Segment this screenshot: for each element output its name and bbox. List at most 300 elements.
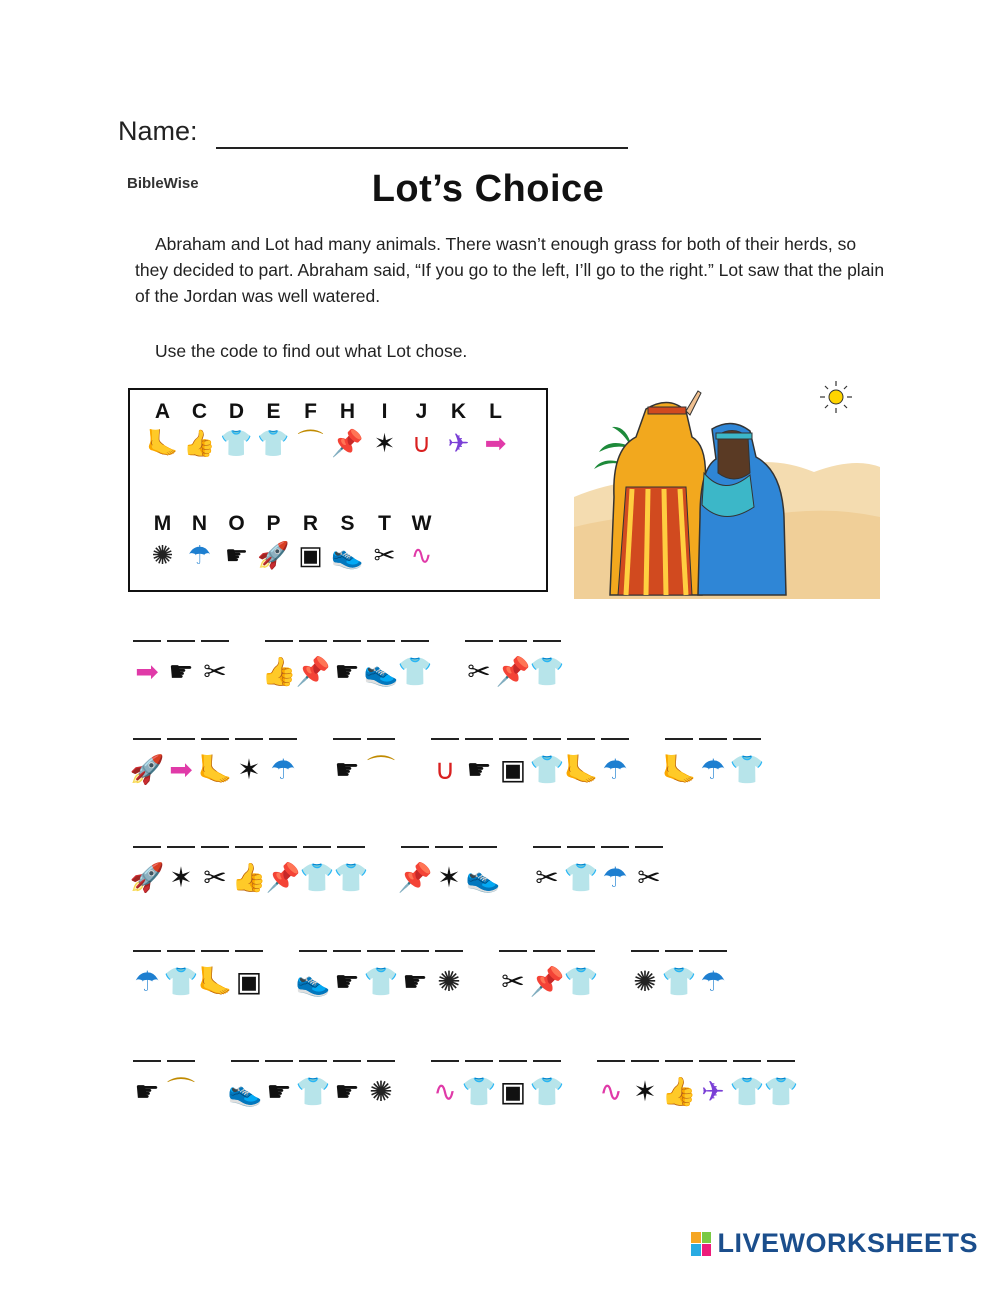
pointing-hand-icon: ☛ [334,754,360,785]
umbrella-icon: ☂ [602,754,628,785]
puzzle-slot [696,738,730,788]
green-shirt-icon: 👕 [729,754,765,785]
pointing-hand-icon: ☛ [224,540,249,570]
puzzle-slot [262,1060,296,1110]
puzzle-slot [564,738,598,788]
puzzle-word [330,738,398,788]
answer-blank[interactable] [465,640,493,642]
umbrella-icon: ☂ [700,966,726,997]
puzzle-slot [198,640,232,690]
pushpin-icon: 📌 [495,656,531,687]
puzzle-slot [300,846,334,896]
answer-blank[interactable] [201,846,229,848]
black-shirt-icon: 👕 [563,966,599,997]
picture-frame-icon: ▣ [235,966,263,997]
answer-blank[interactable] [465,1060,493,1062]
puzzle-slot [330,950,364,1000]
pointing-hand-icon: ☛ [402,966,428,997]
puzzle-slot [462,640,496,690]
answer-blank[interactable] [231,1060,259,1062]
spiderweb-icon: ✺ [437,966,461,997]
puzzle-slot [598,738,632,788]
story-paragraph: Abraham and Lot had many animals. There wasn’t enough grass for both of their herds, so they decided to part. Abraham said, “If you go to the left, I’ll go to the right.” Lot saw that the plain of the Jordan was well watered. [135,234,885,306]
scissors-icon: ✂ [637,862,661,893]
black-shirt-icon: 👕 [729,1076,765,1107]
answer-blank[interactable] [567,846,595,848]
code-key-letter: A [154,400,171,423]
answer-blank[interactable] [533,950,561,952]
answer-blank[interactable] [465,738,493,740]
black-shirt-icon: 👕 [397,656,433,687]
answer-blank[interactable] [699,1060,727,1062]
puzzle-row [130,950,730,1000]
puzzle-slot [130,950,164,1000]
puzzle-slot [198,950,232,1000]
puzzle-word [462,640,564,690]
black-shirt-icon: 👕 [299,862,335,893]
wing-icon: ⌒ [366,754,395,785]
scissors-icon: ✂ [203,656,227,687]
code-key-letter: I [381,400,388,423]
answer-blank[interactable] [201,738,229,740]
code-key-letter: M [153,512,172,535]
magnet-icon: ∪ [434,754,456,785]
puzzle-slot [296,1060,330,1110]
code-key-letter: N [191,512,208,535]
spiderweb-icon: ✺ [151,540,174,570]
foot-icon: 🦶 [197,966,233,997]
answer-blank[interactable] [499,950,527,952]
code-key-cell [181,398,218,460]
scissors-icon: ✂ [203,862,227,893]
pointing-hand-icon: ☛ [334,1076,360,1107]
puzzle-slot [296,950,330,1000]
rocket-icon: 🚀 [257,540,290,570]
thumbs-up-icon: 👍 [231,862,267,893]
pushpin-icon: 📌 [331,428,364,458]
answer-blank[interactable] [533,1060,561,1062]
puzzle-word [130,950,266,1000]
green-shirt-icon: 👕 [333,862,369,893]
answer-blank[interactable] [567,950,595,952]
puzzle-word [296,950,466,1000]
pointing-hand-icon: ☛ [168,656,194,687]
puzzle-slot [598,846,632,896]
answer-blank[interactable] [401,950,429,952]
code-key-letter: R [302,512,319,535]
abraham-and-lot-illustration [574,377,880,599]
answer-blank[interactable] [299,640,327,642]
black-shirt-icon: 👕 [563,862,599,893]
pushpin-icon: 📌 [397,862,433,893]
scissors-icon: ✂ [501,966,525,997]
answer-blank[interactable] [235,950,263,952]
pushpin-icon: 📌 [295,656,331,687]
star-icon: ✶ [633,1076,657,1107]
puzzle-word [262,640,432,690]
puzzle-slot [530,640,564,690]
puzzle-slot [428,1060,462,1110]
code-key-cell [255,510,292,572]
puzzle-slot [334,846,368,896]
answer-blank[interactable] [299,1060,327,1062]
wave-icon: ∿ [599,1076,623,1107]
answer-blank[interactable] [499,640,527,642]
puzzle-slot [764,1060,798,1110]
puzzle-slot [262,640,296,690]
answer-blank[interactable] [367,1060,395,1062]
answer-blank[interactable] [235,738,263,740]
puzzle-slot [428,738,462,788]
answer-blank[interactable] [601,738,629,740]
puzzle-slot [462,738,496,788]
answer-blank[interactable] [269,738,297,740]
code-key-letter: H [339,400,356,423]
puzzle-slot [398,950,432,1000]
black-shirt-icon: 👕 [661,966,697,997]
code-key-letter: D [228,400,245,423]
star-icon: ✶ [437,862,461,893]
code-key-cell [144,398,181,460]
answer-blank[interactable] [167,846,195,848]
answer-blank[interactable] [133,1060,161,1062]
code-key-cell [144,510,181,572]
puzzle-slot [198,738,232,788]
answer-blank[interactable] [303,846,331,848]
puzzle-word [228,1060,398,1110]
code-key-letter: P [266,512,281,535]
answer-blank[interactable] [401,846,429,848]
puzzle-slot [662,950,696,1000]
answer-blank[interactable] [499,1060,527,1062]
picture-frame-icon: ▣ [298,540,323,570]
puzzle-word [130,1060,198,1110]
liveworksheets-logo [691,1228,978,1259]
rocket-icon: 🚀 [129,862,165,893]
puzzle-slot [466,846,500,896]
code-key-row-2 [144,510,440,572]
puzzle-word [628,950,730,1000]
pointing-hand-icon: ☛ [134,1076,160,1107]
puzzle-word [398,846,500,896]
puzzle-slot [228,1060,262,1110]
foot-icon: 🦶 [146,428,179,458]
puzzle-slot [364,640,398,690]
answer-blank[interactable] [167,738,195,740]
answer-blank[interactable] [265,1060,293,1062]
puzzle-slot [266,738,300,788]
code-key-letter: O [228,512,245,535]
pushpin-icon: 📌 [529,966,565,997]
puzzle-slot [364,738,398,788]
answer-blank[interactable] [367,950,395,952]
puzzle-slot [730,1060,764,1110]
code-key-cell [292,398,329,460]
puzzle-slot [594,1060,628,1110]
umbrella-icon: ☂ [700,754,726,785]
puzzle-slot [496,738,530,788]
puzzle-slot [198,846,232,896]
code-key-box [128,388,548,592]
code-key-cell [329,398,366,460]
answer-blank[interactable] [367,738,395,740]
black-shirt-icon: 👕 [529,1076,565,1107]
answer-blank[interactable] [665,950,693,952]
picture-frame-icon: ▣ [499,1076,527,1107]
puzzle-slot [330,640,364,690]
answer-blank[interactable] [733,738,761,740]
code-key-letter: J [415,400,428,423]
arrow-icon: ➡ [484,428,507,458]
puzzle-slot [530,950,564,1000]
puzzle-slot [232,950,266,1000]
answer-blank[interactable] [235,846,263,848]
answer-blank[interactable] [665,738,693,740]
answer-blank[interactable] [533,846,561,848]
puzzle-slot [364,1060,398,1110]
code-key-row-1 [144,398,514,460]
black-shirt-icon: 👕 [461,1076,497,1107]
puzzle-slot [130,738,164,788]
code-key-cell [403,398,440,460]
puzzle-slot [632,846,666,896]
puzzle-slot [164,738,198,788]
puzzle-slot [232,846,266,896]
answer-blank[interactable] [597,1060,625,1062]
answer-blank[interactable] [299,950,327,952]
liveworksheets-logo-text: LIVEWORKSHEETS [717,1228,978,1258]
wave-icon: ∿ [410,540,433,570]
puzzle-row [130,738,764,788]
pointing-hand-icon: ☛ [334,656,360,687]
puzzle-slot [730,738,764,788]
arrow-icon: ➡ [169,754,193,785]
answer-blank[interactable] [733,1060,761,1062]
code-key-cell [477,398,514,460]
puzzle-slot [496,640,530,690]
answer-blank[interactable] [431,738,459,740]
puzzle-slot [662,738,696,788]
answer-blank[interactable] [333,1060,361,1062]
puzzle-slot [462,1060,496,1110]
pointing-hand-icon: ☛ [266,1076,292,1107]
answer-blank[interactable] [367,640,395,642]
green-shirt-icon: 👕 [763,1076,799,1107]
thumbs-up-icon: 👍 [261,656,297,687]
puzzle-slot [398,640,432,690]
scissors-icon: ✂ [373,540,396,570]
puzzle-slot [564,950,598,1000]
star-icon: ✶ [373,428,396,458]
puzzle-slot [364,950,398,1000]
star-icon: ✶ [237,754,261,785]
answer-blank[interactable] [401,640,429,642]
puzzle-slot [432,950,466,1000]
pointing-hand-icon: ☛ [466,754,492,785]
black-shirt-icon: 👕 [529,656,565,687]
puzzle-slot [530,1060,564,1110]
puzzle-slot [530,846,564,896]
answer-blank[interactable] [533,640,561,642]
instruction-text: Use the code to find out what Lot chose. [155,341,468,361]
answer-blank[interactable] [567,738,595,740]
answer-blank[interactable] [133,640,161,642]
answer-blank[interactable] [333,640,361,642]
answer-blank[interactable] [533,738,561,740]
puzzle-slot [164,1060,198,1110]
puzzle-slot [530,738,564,788]
answer-blank[interactable] [167,1060,195,1062]
name-label: Name: [118,116,198,146]
green-shirt-icon: 👕 [363,966,399,997]
code-key-letter: W [411,512,432,535]
code-key-cell [440,398,477,460]
shoe-icon: 👟 [363,656,399,687]
puzzle-word [496,950,598,1000]
puzzle-slot [662,1060,696,1110]
code-key-cell [366,398,403,460]
green-shirt-icon: 👕 [220,428,253,458]
answer-blank[interactable] [133,738,161,740]
code-key-letter: C [191,400,208,423]
answer-blank[interactable] [499,738,527,740]
puzzle-slot [432,846,466,896]
arrow-icon: ➡ [135,656,159,687]
puzzle-slot [164,846,198,896]
puzzle-slot [330,738,364,788]
answer-blank[interactable] [201,950,229,952]
puzzle-row [130,640,564,690]
liveworksheets-badge-icon [691,1232,711,1256]
answer-blank[interactable] [767,1060,795,1062]
wave-icon: ∿ [433,1076,457,1107]
shoe-icon: 👟 [227,1076,263,1107]
puzzle-word [130,640,232,690]
answer-blank[interactable] [167,640,195,642]
green-shirt-icon: 👕 [529,754,565,785]
answer-blank[interactable] [167,950,195,952]
thumbs-up-icon: 👍 [183,428,216,458]
shoe-icon: 👟 [295,966,331,997]
answer-blank[interactable] [635,846,663,848]
airplane-icon: ✈ [447,428,470,458]
puzzle-word [428,738,632,788]
brand-label: BibleWise [127,175,199,192]
answer-blank[interactable] [435,950,463,952]
picture-frame-icon: ▣ [499,754,527,785]
puzzle-slot [130,846,164,896]
magnet-icon: ∪ [411,428,432,458]
code-key-cell [329,510,366,572]
answer-blank[interactable] [631,950,659,952]
pointing-hand-icon: ☛ [334,966,360,997]
answer-blank[interactable] [337,846,365,848]
puzzle-slot [696,1060,730,1110]
puzzle-slot [164,950,198,1000]
puzzle-slot [130,1060,164,1110]
puzzle-slot [232,738,266,788]
umbrella-icon: ☂ [602,862,628,893]
answer-blank[interactable] [269,846,297,848]
code-key-cell [218,510,255,572]
answer-blank[interactable] [133,950,161,952]
code-key-letter: F [304,400,317,423]
code-key-letter: E [266,400,281,423]
thumbs-up-icon: 👍 [661,1076,697,1107]
puzzle-word [530,846,666,896]
foot-icon: 🦶 [563,754,599,785]
puzzle-slot [130,640,164,690]
puzzle-word [428,1060,564,1110]
star-icon: ✶ [169,862,193,893]
answer-blank[interactable] [699,738,727,740]
spiderweb-icon: ✺ [369,1076,393,1107]
puzzle-slot [266,846,300,896]
scissors-icon: ✂ [467,656,491,687]
puzzle-slot [164,640,198,690]
umbrella-icon: ☂ [270,754,296,785]
pushpin-icon: 📌 [265,862,301,893]
puzzle-row [130,1060,798,1110]
puzzle-slot [296,640,330,690]
puzzle-word [594,1060,798,1110]
puzzle-row [130,846,666,896]
code-key-letter: L [489,400,502,423]
name-input-line[interactable] [216,147,628,149]
code-key-cell [366,510,403,572]
puzzle-slot [496,1060,530,1110]
black-shirt-icon: 👕 [257,428,290,458]
code-key-cell [403,510,440,572]
wing-icon: ⌒ [166,1076,195,1107]
page-title [0,168,1000,211]
code-key-cell [292,510,329,572]
answer-blank[interactable] [699,950,727,952]
umbrella-icon: ☂ [187,540,212,570]
puzzle-slot [564,846,598,896]
code-key-cell [218,398,255,460]
foot-icon: 🦶 [661,754,697,785]
puzzle-word [130,846,368,896]
puzzle-slot [330,1060,364,1110]
answer-blank[interactable] [469,846,497,848]
answer-blank[interactable] [435,846,463,848]
shoe-icon: 👟 [331,540,364,570]
answer-blank[interactable] [133,846,161,848]
code-key-letter: K [450,400,467,423]
code-key-letter: S [340,512,355,535]
code-key-letter: T [378,512,391,535]
page-title-text: Lot’s Choice [371,168,605,210]
code-key-cell [181,510,218,572]
answer-blank[interactable] [601,846,629,848]
answer-blank[interactable] [201,640,229,642]
black-shirt-icon: 👕 [163,966,199,997]
puzzle-slot [628,1060,662,1110]
scissors-icon: ✂ [535,862,559,893]
answer-blank[interactable] [333,738,361,740]
rocket-icon: 🚀 [129,754,165,785]
spiderweb-icon: ✺ [633,966,657,997]
answer-blank[interactable] [265,640,293,642]
puzzle-word [662,738,764,788]
umbrella-icon: ☂ [134,966,160,997]
puzzle-slot [628,950,662,1000]
answer-blank[interactable] [333,950,361,952]
answer-blank[interactable] [665,1060,693,1062]
answer-blank[interactable] [631,1060,659,1062]
answer-blank[interactable] [431,1060,459,1062]
